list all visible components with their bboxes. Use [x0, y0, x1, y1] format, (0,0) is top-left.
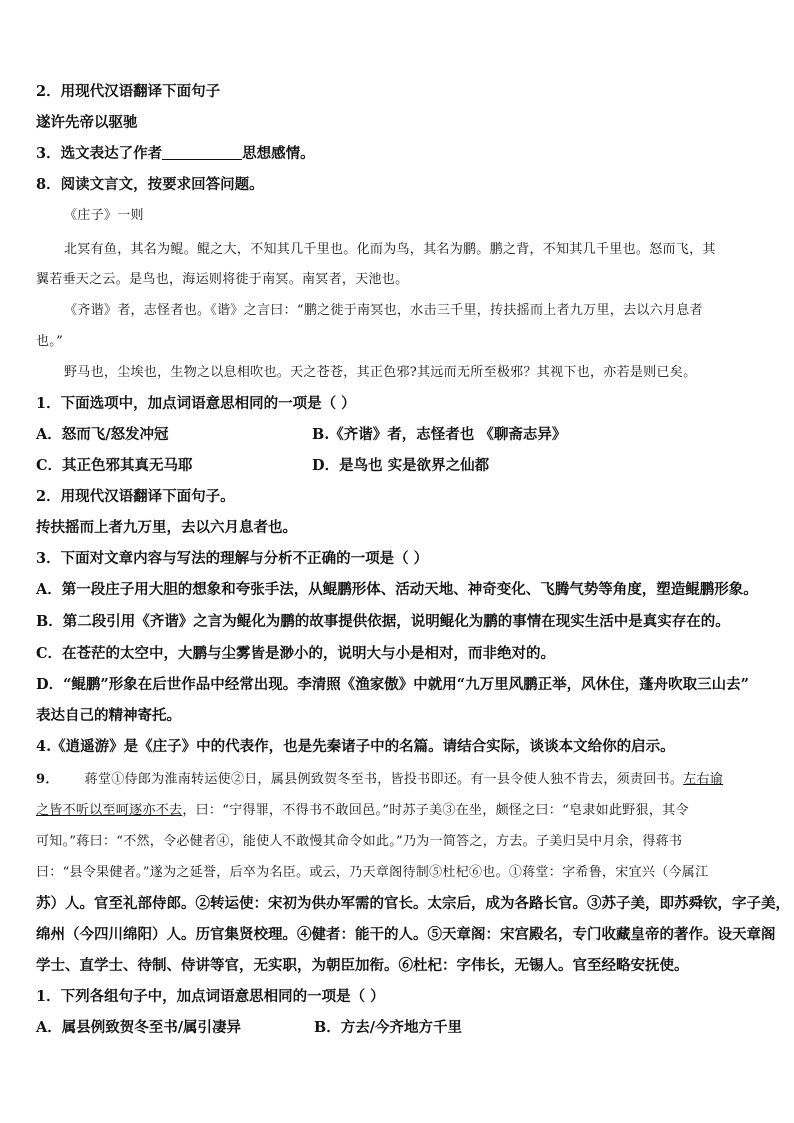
- option-a[interactable]: A．第一段庄子用大胆的想象和夸张手法，从鲲鹏形体、活动天地、神奇变化、飞腾气势等角度，塑造鲲鹏形象。: [36, 581, 758, 598]
- passage-line: 北冥有鱼，其名为鲲。鲲之大，不知其几千里也。化而为鸟，其名为鹏。鹏之背，不知其几千里也。怒而飞，其: [64, 242, 716, 257]
- sentence-to-translate: 遂许先帝以驱驰: [36, 114, 138, 131]
- option-b[interactable]: B．第二段引用《齐谐》之言为鲲化为鹏的故事提供依据，说明鲲化为鹏的事情在现实生活中是真实存在的。: [36, 613, 730, 630]
- annotation-line: 苏）人。官至礼部侍郎。②转运使：宋初为供办军需的官长。太宗后，成为各路长官。③苏子美，即苏舜钦，字子美，: [36, 895, 790, 912]
- answer-blank[interactable]: [162, 145, 242, 160]
- question-2-translate: 2．用现代汉语翻译下面句子: [36, 83, 221, 100]
- passage-line: 曰：“县令果健者。”遂为之延誉，后卒为名臣。或云，乃天章阁待制⑤杜杞⑥也。①蒋堂：字希鲁，宋宜兴（今属江: [36, 865, 709, 880]
- question-3-text-before: 3．选文表达了作者: [36, 145, 163, 162]
- passage-line: 野马也，尘埃也，生物之以息相吹也。天之苍苍，其正色邪?其远而无所至极邪？其视下也，亦若是则已矣。: [64, 365, 697, 380]
- option-a[interactable]: A．属县例致贺冬至书/属引凄异: [36, 1019, 242, 1036]
- annotation-line: 学士、直学士、待制、侍讲等官，无实职，为朝臣加衔。⑥杜杞：字伟长，无锡人。官至经略安抚使。: [36, 957, 689, 974]
- passage-text: 蒋堂①侍郎为淮南转运使②日，属县例致贺冬至书，皆投书即还。有一县令使人独不肯去，须责回书。: [84, 772, 684, 787]
- option-d-continued: 表达自己的精神寄托。: [36, 707, 181, 724]
- question-1-choice: 1．下面选项中，加点词语意思相同的一项是（ ）: [36, 395, 356, 412]
- question-4: 4.《逍遥游》是《庄子》中的代表作，也是先秦诸子中的名篇。请结合实际，谈谈本文给你的启示。: [36, 738, 675, 755]
- question-1-choice: 1．下列各组句子中，加点词语意思相同的一项是（ ）: [36, 988, 385, 1005]
- passage-line: 翼若垂天之云。是鸟也，海运则将徙于南冥。南冥者，天池也。: [36, 272, 409, 287]
- passage-line: [36, 770, 764, 790]
- passage-title: 《庄子》一则: [64, 208, 144, 223]
- passage-line: [36, 801, 764, 821]
- sentence-to-translate: 抟扶摇而上者九万里，去以六月息者也。: [36, 519, 297, 536]
- question-9-number: 9．: [36, 772, 59, 787]
- option-d[interactable]: D．“鲲鹏”形象在后世作品中经常出现。李清照《渔家傲》中就用“九万里风鹏正举，风休住，蓬舟吹取三山去”: [36, 676, 749, 693]
- option-b[interactable]: B.《齐谐》者，志怪者也 《聊斋志异》: [312, 426, 567, 443]
- passage-line: 可知。”蒋曰：“不然，令必健者④，能使人不敢慢其命令如此。”乃为一简答之，方去。子美归吴中月余，得蒋书: [36, 834, 683, 849]
- passage-text: ，曰：“宁得罪，不得书不敢回邑。”时苏子美③在坐，颇怪之曰：“皂隶如此野狠，其令: [182, 803, 689, 818]
- option-b[interactable]: B．方去/今齐地方千里: [314, 1019, 463, 1036]
- question-2-translate: 2．用现代汉语翻译下面句子。: [36, 488, 235, 505]
- question-3-fill-blank: [36, 144, 764, 164]
- passage-line: 也。”: [36, 334, 64, 349]
- question-8-heading: 8．阅读文言文，按要求回答问题。: [36, 176, 264, 193]
- question-3-choice: 3．下面对文章内容与写法的理解与分析不正确的一项是（ ）: [36, 550, 429, 567]
- option-c[interactable]: C．在苍茫的太空中，大鹏与尘雾皆是渺小的，说明大与小是相对，而非绝对的。: [36, 645, 556, 662]
- underlined-text: 之皆不听以至呵逐亦不去: [36, 803, 183, 818]
- passage-line: 《齐谐》者，志怪者也。《谐》之言曰：“鹏之徙于南冥也，水击三千里，抟扶摇而上者九万里，去以六月息者: [64, 303, 703, 318]
- annotation-line: 绵州（今四川绵阳）人。历官集贤校理。④健者：能干的人。⑤天章阁：宋宫殿名，专门收藏皇帝的著作。设天章阁: [36, 926, 776, 943]
- underlined-text: 左右谕: [683, 772, 724, 787]
- question-3-text-after: 思想感情。: [242, 145, 315, 162]
- option-d[interactable]: D．是鸟也 实是欲界之仙都: [312, 457, 490, 474]
- option-a[interactable]: A．怒而飞/怒发冲冠: [36, 426, 169, 443]
- option-c[interactable]: C．其正色邪其真无马耶: [36, 457, 193, 474]
